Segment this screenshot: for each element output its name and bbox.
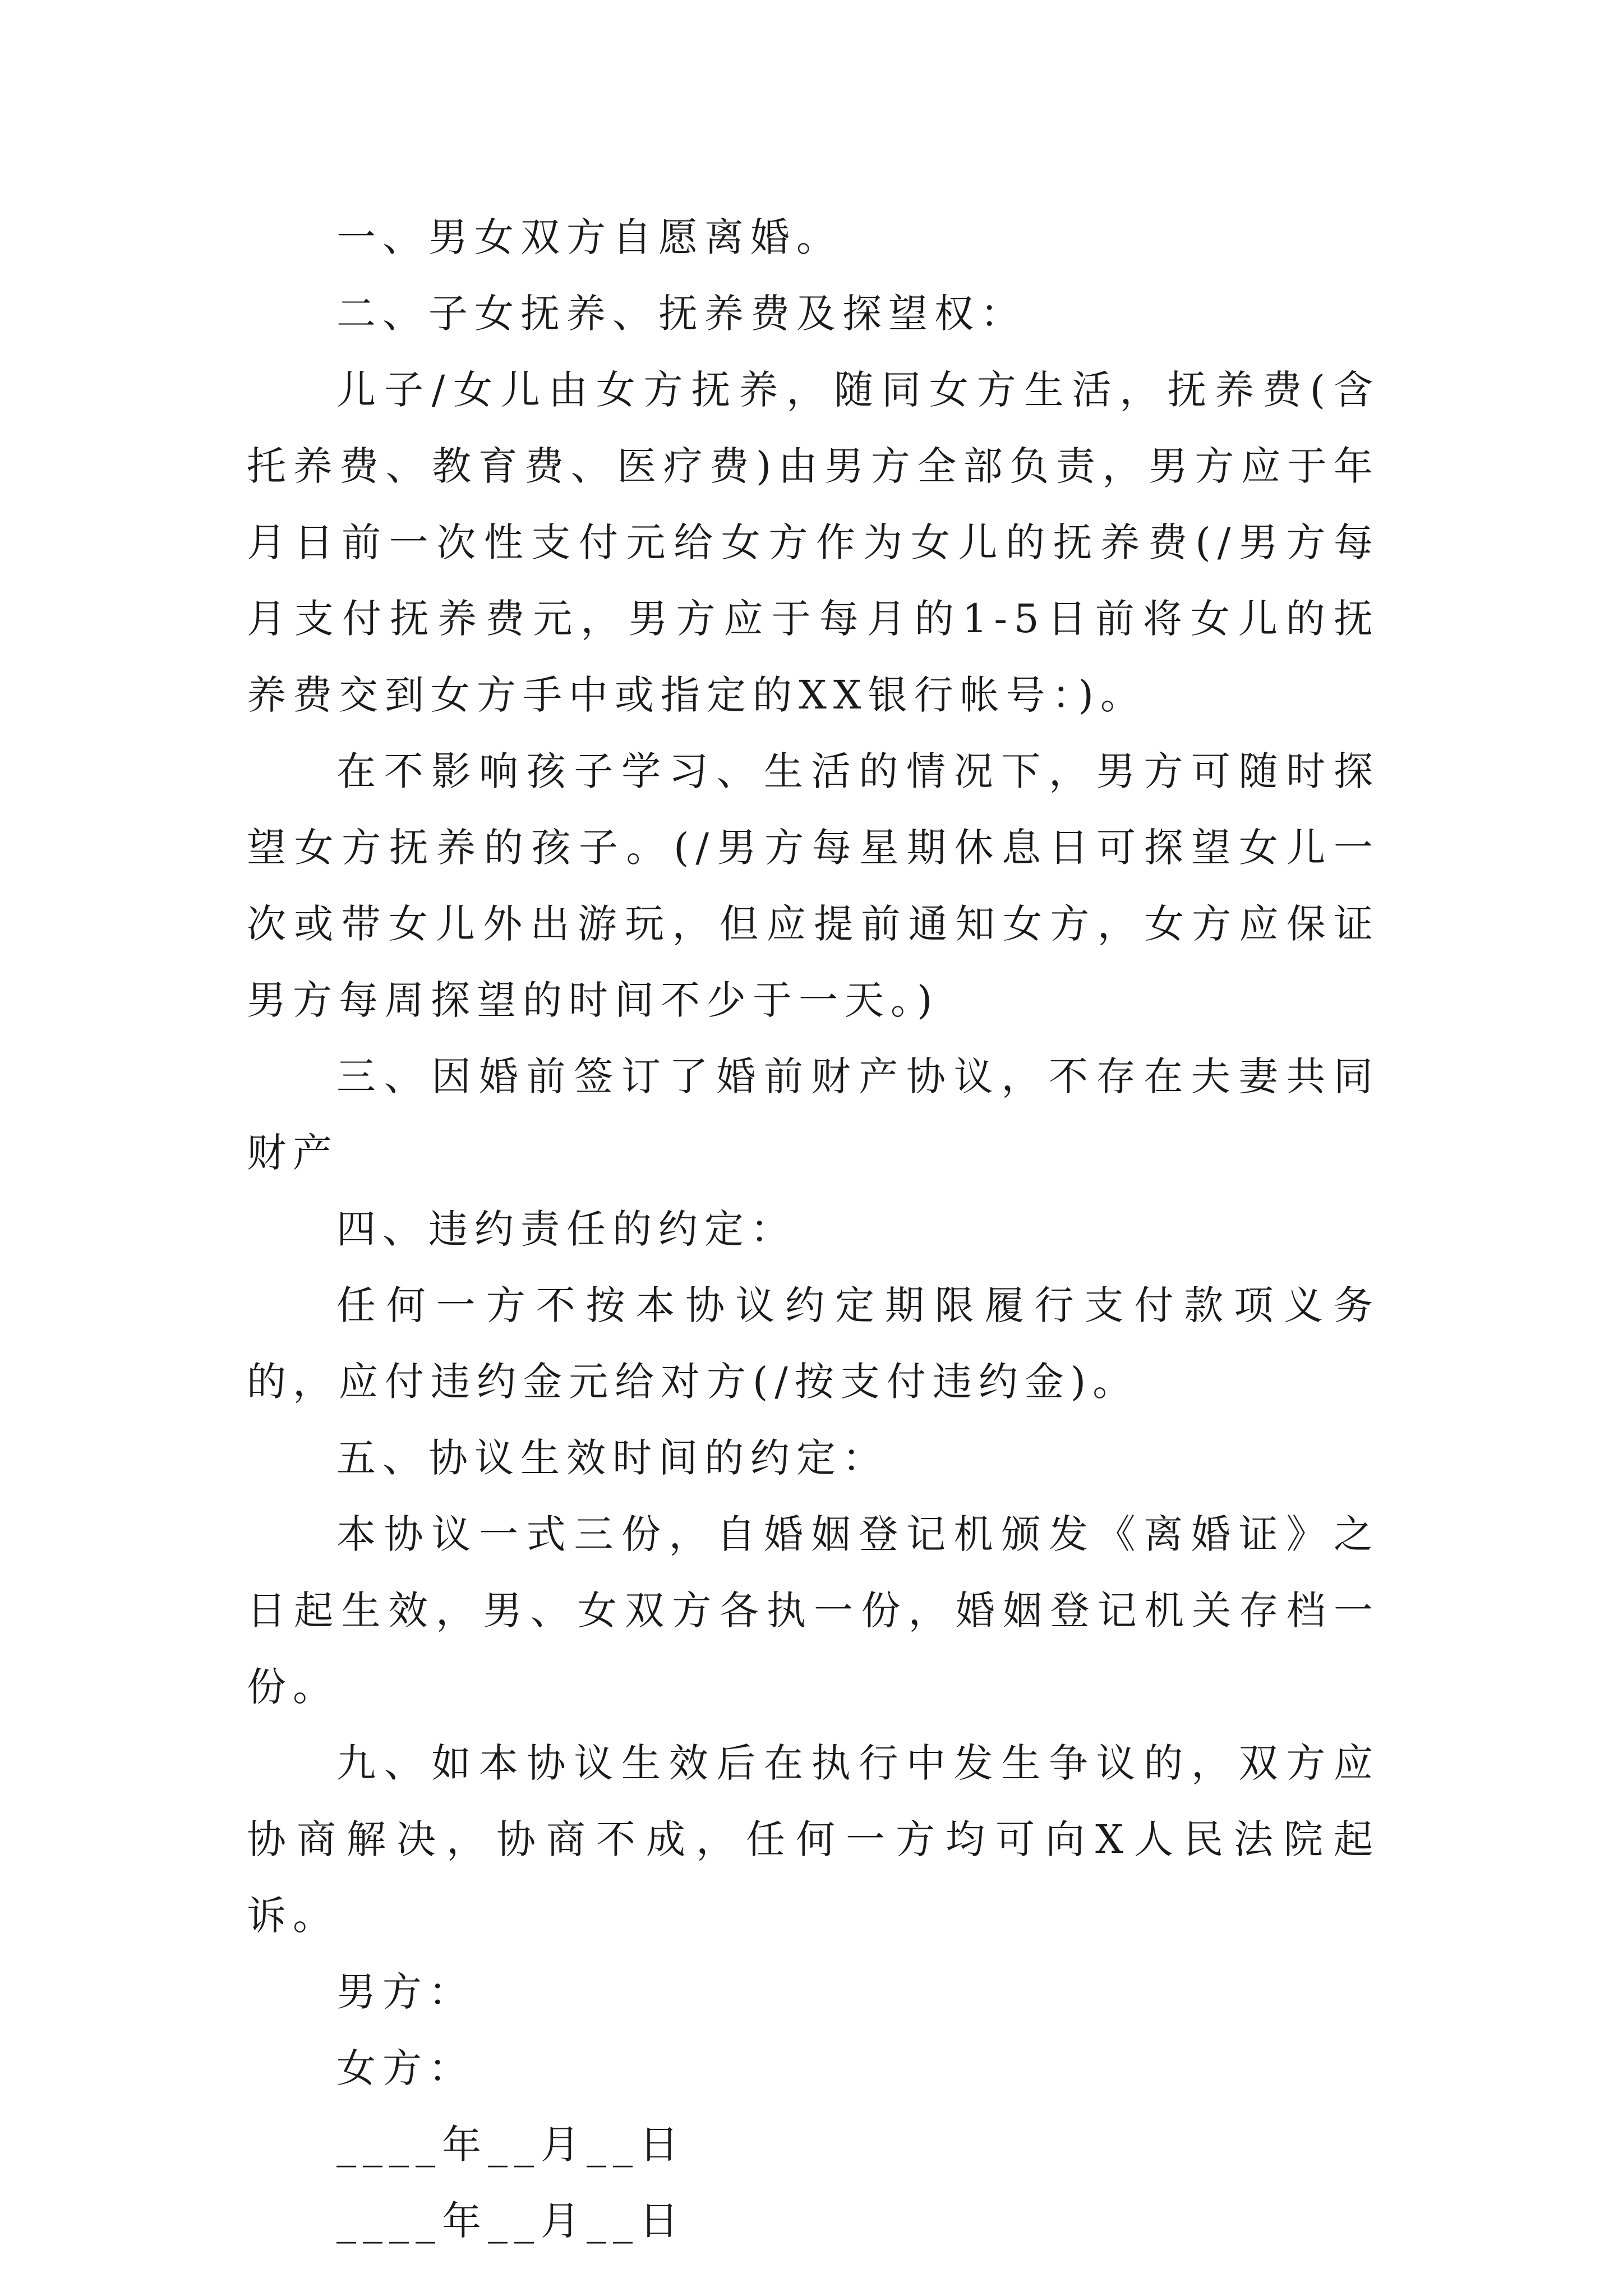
clause-5-effective-terms: 本协议一式三份，自婚姻登记机颁发《离婚证》之日起生效，男、女双方各执一份，婚姻登记机关存档一份。 — [247, 1511, 1380, 1710]
clause-9-dispute: 九、如本协议生效后在执行中发生争议的，双方应协商解决，协商不成，任何一方均可向X人民法院起诉。 — [247, 1740, 1380, 1939]
clause-5-heading-effective: 五、协议生效时间的约定： — [336, 1435, 888, 1481]
clause-3-property: 三、因婚前签订了婚前财产协议，不存在夫妻共同财产 — [247, 1053, 1380, 1176]
clause-4-breach-penalty: 任何一方不按本协议约定期限履行支付款项义务的，应付违约金元给对方(/按支付违约金)。 — [247, 1282, 1380, 1405]
date-line-1: ____年__月__日 — [336, 2122, 685, 2168]
date-line-2: ____年__月__日 — [336, 2198, 685, 2244]
clause-2-custody-support: 儿子/女儿由女方抚养，随同女方生活，抚养费(含托养费、教育费、医疗费)由男方全部负责，男方应于年月日前一次性支付元给女方作为女儿的抚养费(/男方每月支付抚养费元，男方应于每月的1-5日前将女儿的抚养费交到女方手中或指定的XX银行帐号：)。 — [247, 367, 1380, 718]
female-signature-label: 女方： — [336, 2045, 474, 2091]
clause-2-heading-child-custody: 二、子女抚养、抚养费及探望权： — [336, 291, 1026, 337]
clause-2-visitation: 在不影响孩子学习、生活的情况下，男方可随时探望女方抚养的孩子。(/男方每星期休息日可探望女儿一次或带女儿外出游玩，但应提前通知女方，女方应保证男方每周探望的时间不少于一天。) — [247, 748, 1380, 1023]
male-signature-label: 男方： — [336, 1969, 474, 2015]
clause-1-voluntary-divorce: 一、男女双方自愿离婚。 — [336, 214, 842, 260]
clause-4-heading-breach: 四、违约责任的约定： — [336, 1206, 796, 1252]
agreement-document — [247, 199, 1380, 2259]
